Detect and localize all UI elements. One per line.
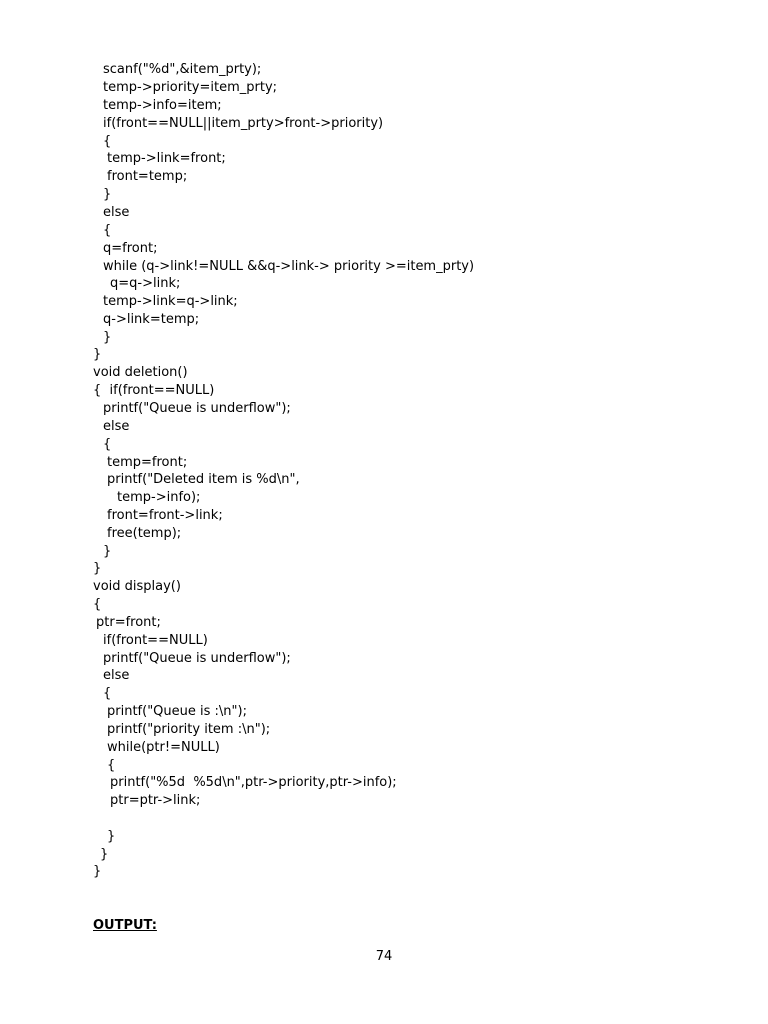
code-line: printf("%5d %5d\n",ptr->priority,ptr->info); — [110, 775, 397, 790]
code-line: } — [100, 847, 109, 862]
code-line: front=front->link; — [107, 508, 223, 523]
code-line: { — [107, 758, 116, 773]
code-line: printf("Queue is underflow"); — [103, 401, 291, 416]
code-line: void display() — [93, 579, 181, 594]
code-line: } — [93, 561, 102, 576]
output-heading: OUTPUT: — [93, 918, 157, 933]
code-line: } — [103, 330, 112, 345]
code-line: } — [93, 347, 102, 362]
code-line: else — [103, 668, 130, 683]
code-line: front=temp; — [107, 169, 188, 184]
code-line: while (q->link!=NULL &&q->link-> priority >=item_prty) — [103, 259, 475, 274]
code-line: } — [93, 864, 102, 879]
code-line: printf("Queue is underflow"); — [103, 651, 291, 666]
code-line: ptr=ptr->link; — [110, 793, 201, 808]
code-line: free(temp); — [107, 526, 182, 541]
code-line: { — [103, 437, 112, 452]
code-line: } — [107, 829, 116, 844]
code-line: printf("priority item :\n"); — [107, 722, 271, 737]
code-line: temp->info=item; — [103, 98, 222, 113]
code-line: if(front==NULL||item_prty>front->priority) — [103, 116, 384, 131]
code-line: printf("Deleted item is %d\n", — [107, 472, 300, 487]
page-number: 74 — [375, 949, 393, 964]
code-line: else — [103, 419, 130, 434]
code-line: temp->info); — [117, 490, 201, 505]
code-line: else — [103, 205, 130, 220]
code-line: { — [93, 597, 102, 612]
code-line: ptr=front; — [96, 615, 161, 630]
code-line: { — [103, 134, 112, 149]
code-line: void deletion() — [93, 365, 188, 380]
code-line: printf("Queue is :\n"); — [107, 704, 247, 719]
code-line: } — [103, 187, 112, 202]
code-line: temp->link=q->link; — [103, 294, 238, 309]
code-line: q=q->link; — [110, 276, 181, 291]
code-line: q=front; — [103, 241, 158, 256]
code-line: if(front==NULL) — [103, 633, 208, 648]
code-line: { — [103, 686, 112, 701]
code-line: scanf("%d",&item_prty); — [103, 62, 262, 77]
code-line: { if(front==NULL) — [93, 383, 215, 398]
code-line: q->link=temp; — [103, 312, 200, 327]
code-line: { — [103, 223, 112, 238]
code-line: } — [103, 544, 112, 559]
code-line: temp->link=front; — [107, 151, 226, 166]
code-line: temp->priority=item_prty; — [103, 80, 278, 95]
code-line: temp=front; — [107, 455, 188, 470]
code-line: while(ptr!=NULL) — [107, 740, 220, 755]
